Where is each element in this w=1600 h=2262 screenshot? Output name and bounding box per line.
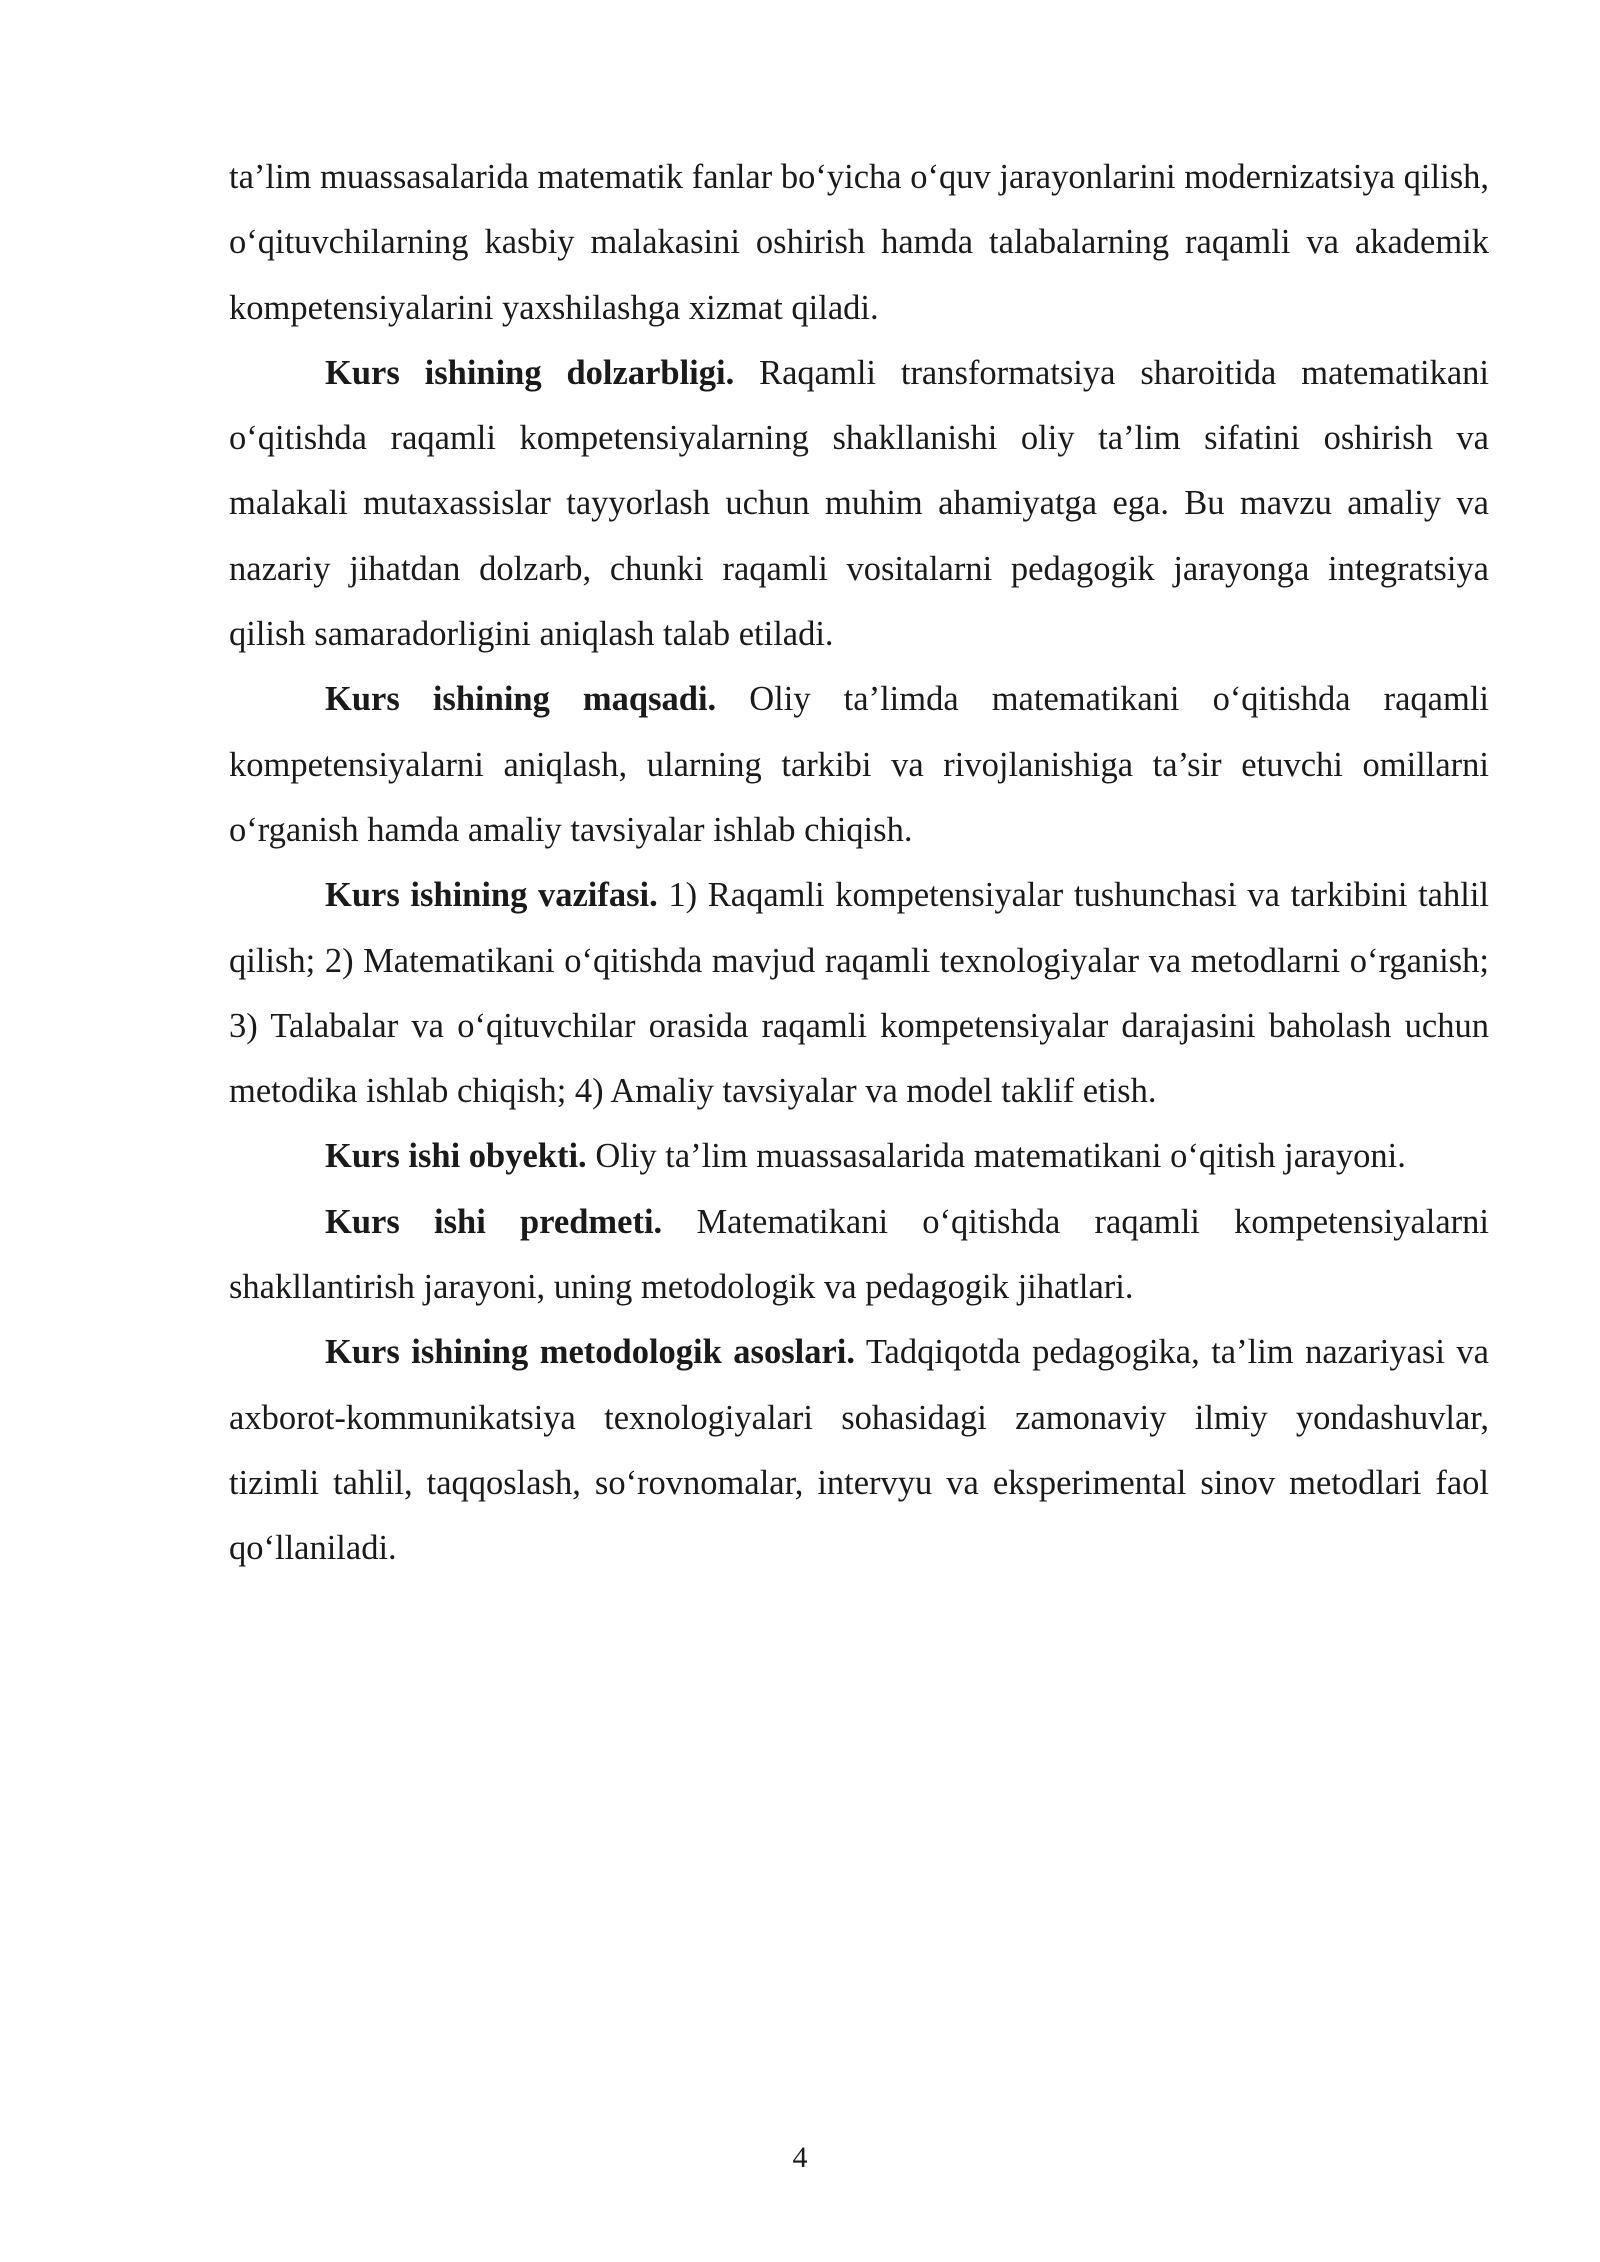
page-body <box>229 145 1489 1582</box>
tasks-paragraph <box>229 863 1489 1124</box>
page-number: 4 <box>792 2141 808 2174</box>
goal-paragraph <box>229 667 1489 863</box>
paragraph-heading: Kurs ishining dolzarbligi. <box>325 353 735 392</box>
paragraph-text: 1) Raqamli kompetensiyalar tushunchasi va tarkibini tahlil qilish; 2) Matematikani o‘qitishda mavjud raqamli texnologiyalar va metodlarni o‘rganish; 3) Talabalar va o‘qituvchilar orasida raqamli kompetensiyalar darajasini baholash uchun metodika ishlab chiqish; 4) Amaliy tavsiyalar va model taklif etish. <box>229 876 1489 1111</box>
object-paragraph <box>229 1124 1489 1189</box>
paragraph-text: Raqamli transformatsiya sharoitida matematikani o‘qitishda raqamli kompetensiyalarning shakllanishi oliy ta’lim sifatini oshirish va malakali mutaxassislar tayyorlash uchun muhim ahamiyatga ega. Bu mavzu amaliy va nazariy jihatdan dolzarb, chunki raqamli vositalarni pedagogik jarayonga integratsiya qilish samaradorligini aniqlash talab etiladi. <box>229 353 1489 654</box>
paragraph-text: Oliy ta’limda matematikani o‘qitishda raqamli kompetensiyalarni aniqlash, ularning tarkibi va rivojlanishiga ta’sir etuvchi omillarni o‘rganish hamda amaliy tavsiyalar ishlab chiqish. <box>229 680 1490 849</box>
intro-paragraph <box>229 145 1489 341</box>
paragraph-heading: Kurs ishining maqsadi. <box>325 680 717 719</box>
paragraph-text: ta’lim muassasalarida matematik fanlar bo‘yicha o‘quv jarayonlarini modernizatsiya qilish, o‘qituvchilarning kasbiy malakasini oshirish hamda talabalarning raqamli va akademik kompetensiyalarini yaxshilashga xizmat qiladi. <box>229 158 1489 327</box>
subject-paragraph <box>229 1190 1489 1321</box>
methodology-paragraph <box>229 1320 1489 1581</box>
paragraph-text: Oliy ta’lim muassasalarida matematikani o‘qitish jarayoni. <box>595 1137 1406 1176</box>
paragraph-heading: Kurs ishi obyekti. <box>325 1137 587 1176</box>
paragraph-heading: Kurs ishi predmeti. <box>325 1202 663 1241</box>
paragraph-heading: Kurs ishining metodologik asoslari. <box>325 1333 856 1372</box>
paragraph-heading: Kurs ishining vazifasi. <box>325 876 658 915</box>
relevance-paragraph <box>229 341 1489 667</box>
paragraph-text: Tadqiqotda pedagogika, ta’lim nazariyasi va axborot-kommunikatsiya texnologiyalari sohasidagi zamonaviy ilmiy yondashuvlar, tizimli tahlil, taqqoslash, so‘rovnomalar, intervyu va eksperimental sinov metodlari faol qo‘llaniladi. <box>229 1333 1489 1568</box>
paragraph-text: Matematikani o‘qitishda raqamli kompetensiyalarni shakllantirish jarayoni, uning metodologik va pedagogik jihatlari. <box>229 1202 1489 1307</box>
